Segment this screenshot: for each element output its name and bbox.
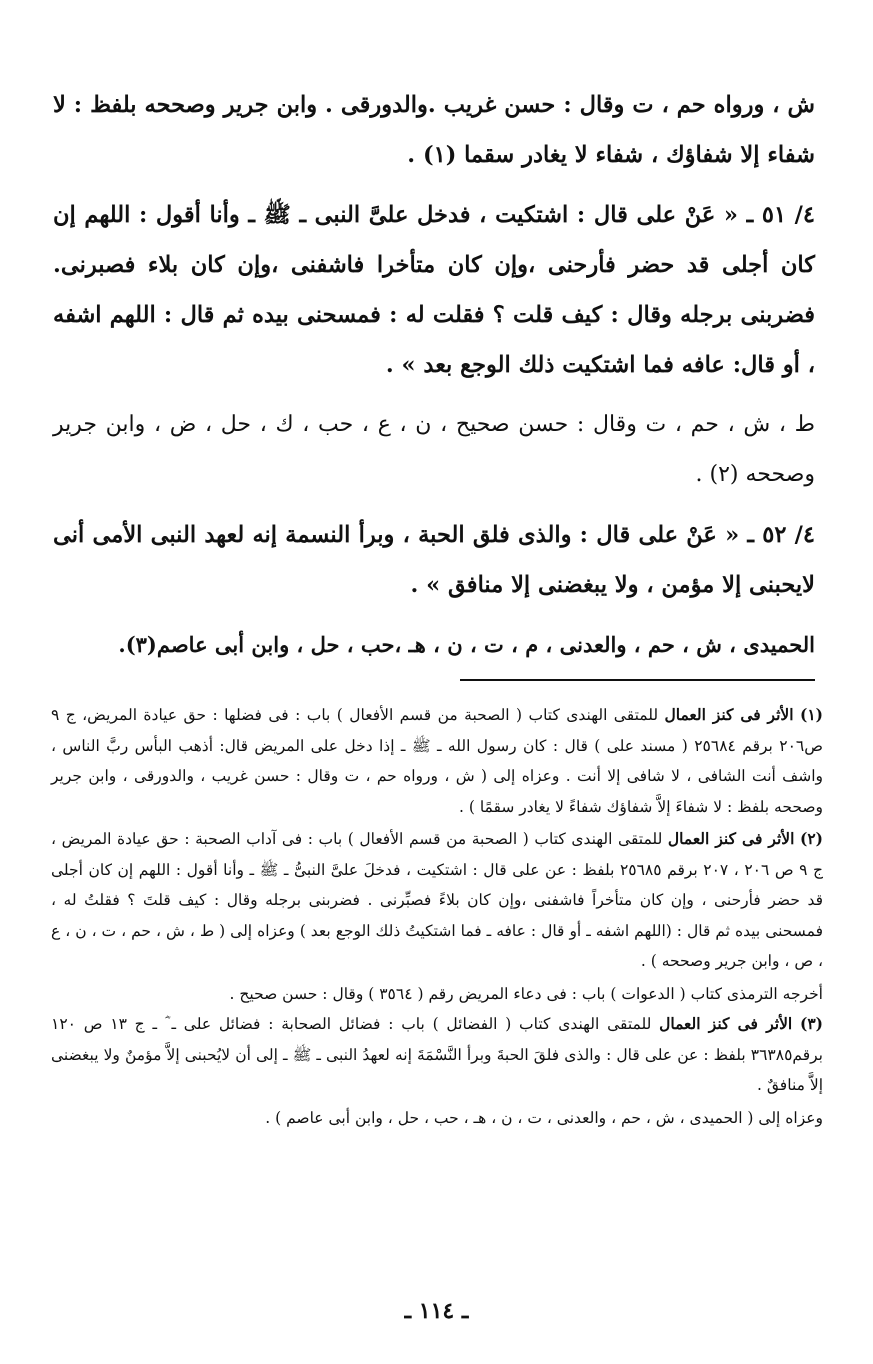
footnote-2-title: الأثر فى كنز العمال <box>667 829 795 848</box>
footnote-1-title: الأثر فى كنز العمال <box>664 705 794 724</box>
footnote-3 <box>51 1009 823 1101</box>
footnotes <box>51 700 823 1133</box>
footnote-1-text: للمتقى الهندى كتاب ( الصحبة من قسم الأفعال ) باب : فى فضلها : حق عيادة المريض، ج ٩ ص٢٠٦ برقم ٢٥٦٨٤ ( مسند على ) قال : كان رسول الله ـ ﷺ ـ إذا دخل على المريض قال: أذهب البأس ربَّ الناس ، واشف أنت الشافى ، لا شافى إلا أنت . وعزاه إلى ( ش ، ورواه حم ، ت وقال : حسن غريب ، والدورقى ، وابن جرير وصححه بلفظ : لا شفاءَ إلاَّ شفاؤك شفاءً لا يغادر سقمًا ) . <box>51 706 823 816</box>
hadith-52-sources: الحميدى ، ش ، حم ، والعدنى ، م ، ت ، ن ، هـ ،حب ، حل ، وابن أبى عاصم(٣). <box>118 632 815 657</box>
page-number: ـ ١١٤ ـ <box>404 1298 469 1324</box>
hadith-51: ٤/ ٥١ ـ « عَنْ على قال : اشتكيت ، فدخل علىَّ النبى ـ ﷺ ـ وأنا أقول : اللهم إن كان أجلى قد حضر فأرحنى ،وإن كان متأخرا فاشفنى ،وإن كان بلاء فصبرنى. فضربنى برجله وقال : كيف قلت ؟ فقلت له : فمسحنى بيده ثم قال : اللهم اشفه ، أو قال: عافه فما اشتكيت ذلك الوجع بعد » . <box>53 202 815 378</box>
main-text <box>53 80 815 680</box>
hadith-52: ٤/ ٥٢ ـ « عَنْ على قال : والذى فلق الحبة ، وبرأ النسمة إنه لعهد النبى الأمى أنى لايحبنى إلا مؤمن ، ولا يبغضنى إلا منافق » . <box>53 522 815 598</box>
footnote-1 <box>51 700 823 822</box>
footnote-3-title: الأثر فى كنز العمال <box>659 1014 793 1033</box>
footnote-1-number: (١) <box>799 705 823 724</box>
footnote-2-text: للمتقى الهندى كتاب ( الصحبة من قسم الأفعال ) باب : فى آداب الصحبة : حق عيادة المريض ، ج ٩ ص ٢٠٦ ، ٢٠٧ برقم ٢٥٦٨٥ بلفظ : عن على قال : اشتكيت ، فدخلَ علىَّ النبىُّ ـ ﷺ ـ وأنا أقول : اللهم إن كان أجلى قد حضر فأرحنى ، وإن كان متأخراً فاشفنى ،وإن كان بلاءً فصبِّرنى . فضربنى برجله وقال : كيف قلتَ ؟ فقلتُ له ، فمسحنى بيده ثم قال : (اللهم اشفه ـ أو قال : عافه ـ فما اشتكيتُ ذلك الوجع بعد ) وعزاه إلى ( ط ، ش ، حم ، ت ، ن ، ع ، ص ، وابن جرير وصححه ) . <box>51 830 824 970</box>
footnote-3-extra: وعزاه إلى ( الحميدى ، ش ، حم ، والعدنى ، ت ، ن ، هـ ، حب ، حل ، وابن أبى عاصم ) . <box>265 1108 823 1127</box>
hadith-51-sources: ط ، ش ، حم ، ت وقال : حسن صحيح ، ن ، ع ، حب ، ك ، حل ، ض ، وابن جرير وصححه (٢) . <box>53 412 815 487</box>
footnote-2-number: (٢) <box>799 829 823 848</box>
paragraph-1: ش ، ورواه حم ، ت وقال : حسن غريب .والدورقى . وابن جرير وصححه بلفظ : لا شفاء إلا شفاؤك ، شفاء لا يغادر سقما (١) . <box>53 92 815 168</box>
footnote-divider <box>460 679 815 681</box>
footnote-2 <box>51 824 823 977</box>
footnote-2-extra: أخرجه الترمذى كتاب ( الدعوات ) باب : فى دعاء المريض رقم ( ٣٥٦٤ ) وقال : حسن صحيح . <box>229 984 823 1003</box>
footnote-3-number: (٣) <box>799 1014 823 1033</box>
footnote-3-text: للمتقى الهندى كتاب ( الفضائل ) باب : فضائل الصحابة : فضائل على ـ ؓ ـ ج ١٣ ص ١٢٠ برقم٣٦٣٨٥ بلفظ : عن على قال : والذى فلقَ الحبةَ وبرأ النَّسْمَةَ إنه لعهدُ النبى ـ ﷺ ـ إلى أن لايُحبنى إلاَّ مؤمنٌ ولا يبغضنى إلاَّ منافقٌ . <box>51 1015 823 1094</box>
